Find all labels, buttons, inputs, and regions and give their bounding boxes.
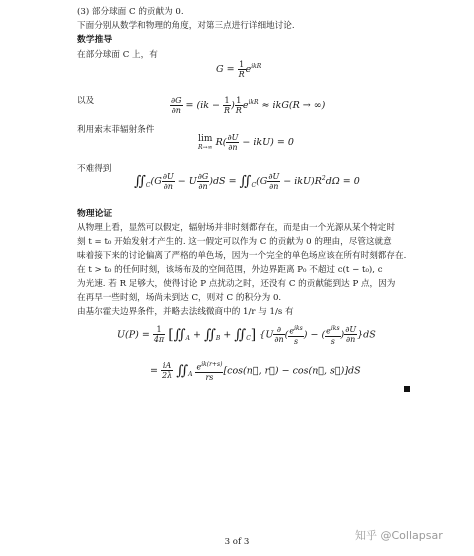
paragraph-line-5: 为光速. 若 R 足够大，使得讨论 P 点扰动之时，还没有 C 的贡献能到达 P 点，因为 — [77, 279, 396, 289]
hence-text: 不难得到 — [77, 164, 112, 174]
math-derivation-heading: 数学推导 — [77, 35, 113, 45]
paragraph-line-3: 味着接下来的讨论偏离了严格的单色场，因为一个完全的单色场应该在所有时刻都存在. — [77, 251, 407, 261]
equation-kirchhoff: U(P) = $\frac{1}{4\pi}$ [$∬_A$ + $∬_B$ + $∬_C$] {U $\frac{\partial}{\partial n}$ ( $\frac{e^{iks}}{s}$ ) − ( $\frac{e^{iks}}{s}$ ) $\frac{\partial U}{\partial n}$ }dS — [117, 325, 376, 346]
item-3-text: (3) 部分球面 C 的贡献为 0. — [77, 7, 184, 17]
physical-argument-heading: 物理论证 — [77, 209, 113, 219]
equation-surface-c-integral: $∬_C(G$ $\frac{\partial U}{\partial n}$ − U $\frac{\partial G}{\partial n}$ )$dS = ∬_C(G$ $\frac{\partial U}{\partial n}$ − $ikU)R^2d\Omega = 0$ — [134, 172, 360, 191]
equation-normal-derivative: $\frac{\partial G}{\partial n}$ = (ik − $\frac{1}{R}$ ) $\frac{1}{R}$ $e^{ikR} \approx ikG(R$ → ∞) — [171, 96, 326, 115]
paragraph-line-7: 由基尔霍夫边界条件，并略去法线微商中的 1/r 与 1/s 有 — [77, 307, 294, 317]
intro-text: 下面分别从数学和物理的角度，对第三点进行详细地讨论. — [77, 21, 295, 31]
paragraph-line-1: 从物理上看，显然可以假定，辐射场并非时刻都存在，而是由一个光源从某个特定时 — [77, 223, 395, 233]
paragraph-line-6: 在再早一些时刻，场尚未到达 C，则对 C 的积分为 0. — [77, 293, 282, 303]
equation-green-function: G = $\frac{1}{R}$ $e^{ikR}$ — [216, 60, 262, 79]
equation-sommerfeld: lim R→∞ R( $\frac{\partial U}{\partial n}$ − ikU) = 0 — [198, 133, 294, 152]
equation-fresnel-kirchhoff: = $\frac{iA}{2\lambda}$ $∬_A$ $\frac{e^{ik(r+s)}}{rs}$ [cos(n⃗, r⃗) − cos(n⃗, s⃗)]dS — [150, 361, 361, 382]
watermark-text: 知乎 @Collapsar — [355, 529, 443, 542]
and-text: 以及 — [77, 96, 95, 106]
sphere-text: 在部分球面 C 上，有 — [77, 50, 158, 60]
paragraph-line-2: 刻 t = t₀ 开始发射才产生的. 这一假定可以作为 C 的贡献为 0 的理由，尽管这就意 — [77, 237, 392, 247]
paragraph-line-4: 在 t > t₀ 的任何时刻，该场布及的空间范围，外边界距离 P₀ 不超过 c(t − t₀), c — [77, 265, 383, 275]
qed-square — [404, 386, 410, 392]
sommerfeld-text: 利用索末菲辐射条件 — [77, 125, 155, 135]
page-number: 3 of 3 — [224, 537, 250, 547]
